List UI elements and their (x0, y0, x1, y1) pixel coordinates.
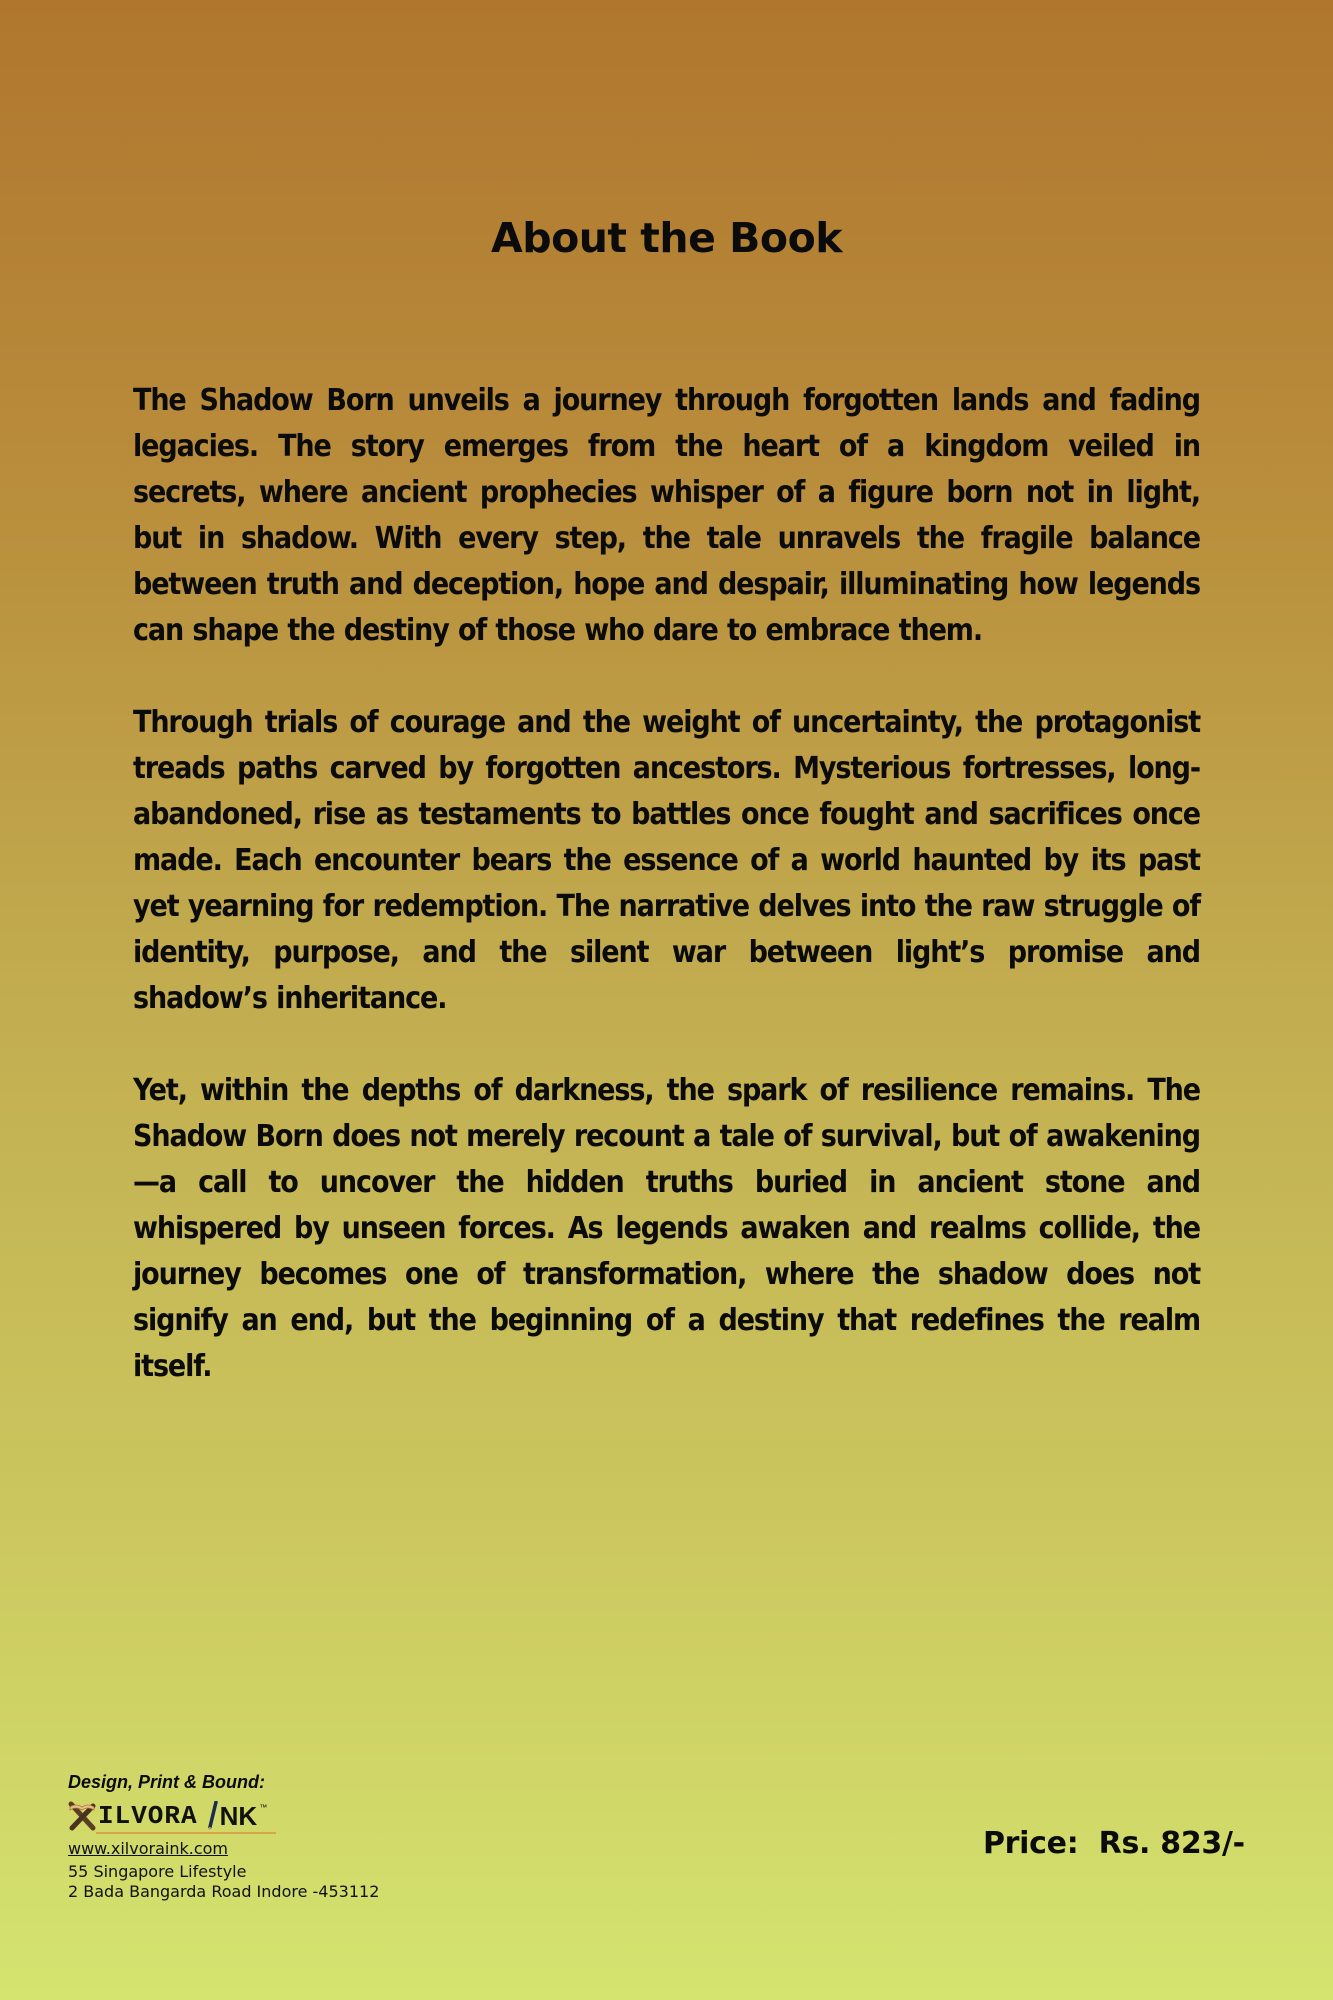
description-paragraph: Yet, within the depths of darkness, the spark of resilience remains. The Shadow Born does not merely recount a tale of survival, but of awakening—a call to uncover the hidden truths buried in ancient stone and whispered by unseen forces. As legends awaken and realms collide, the journey becomes one of transformation, where the shadow does not signify an end, but the beginning of a destiny that redefines the realm itself. (133, 1073, 1200, 1384)
address (68, 1862, 468, 1902)
description-paragraph: The Shadow Born unveils a journey through forgotten lands and fading legacies. The story emerges from the heart of a kingdom veiled in secrets, where ancient prophecies whisper of a figure born not in light, but in shadow. With every step, the tale unravels the fragile balance between truth and deception, hope and despair, illuminating how legends can shape the destiny of those who dare to embrace them. (133, 383, 1200, 648)
website-link[interactable]: www.xilvoraink.com (68, 1839, 228, 1858)
address-line: 2 Bada Bangarda Road Indore -453112 (68, 1882, 380, 1901)
description-paragraph: Through trials of courage and the weight of uncertainty, the protagonist treads paths carved by forgotten ancestors. Mysterious fortresses, long-abandoned, rise as testaments to battles once fought and sacrifices once made. Each encounter bears the essence of a world haunted by its past yet yearning for redemption. The narrative delves into the raw struggle of identity, purpose, and the silent war between light’s promise and shadow’s inheritance. (133, 705, 1200, 1016)
book-x-icon (68, 1801, 96, 1831)
price-label: Price: Rs. 823/- (983, 1826, 1245, 1861)
logo-wordmark-part1: ILVORA (98, 1801, 198, 1831)
logo-underline (96, 1832, 276, 1834)
address-line: 55 Singapore Lifestyle (68, 1862, 247, 1881)
book-description (133, 378, 1200, 1436)
logo-wordmark-part2: NK (219, 1800, 258, 1831)
pen-icon (208, 1801, 218, 1831)
publisher-info (68, 1772, 468, 1902)
trademark-symbol: ™ (259, 1803, 268, 1812)
publisher-logo (68, 1799, 328, 1833)
page-title: About the Book (490, 214, 843, 262)
credit-label: Design, Print & Bound: (68, 1772, 265, 1792)
